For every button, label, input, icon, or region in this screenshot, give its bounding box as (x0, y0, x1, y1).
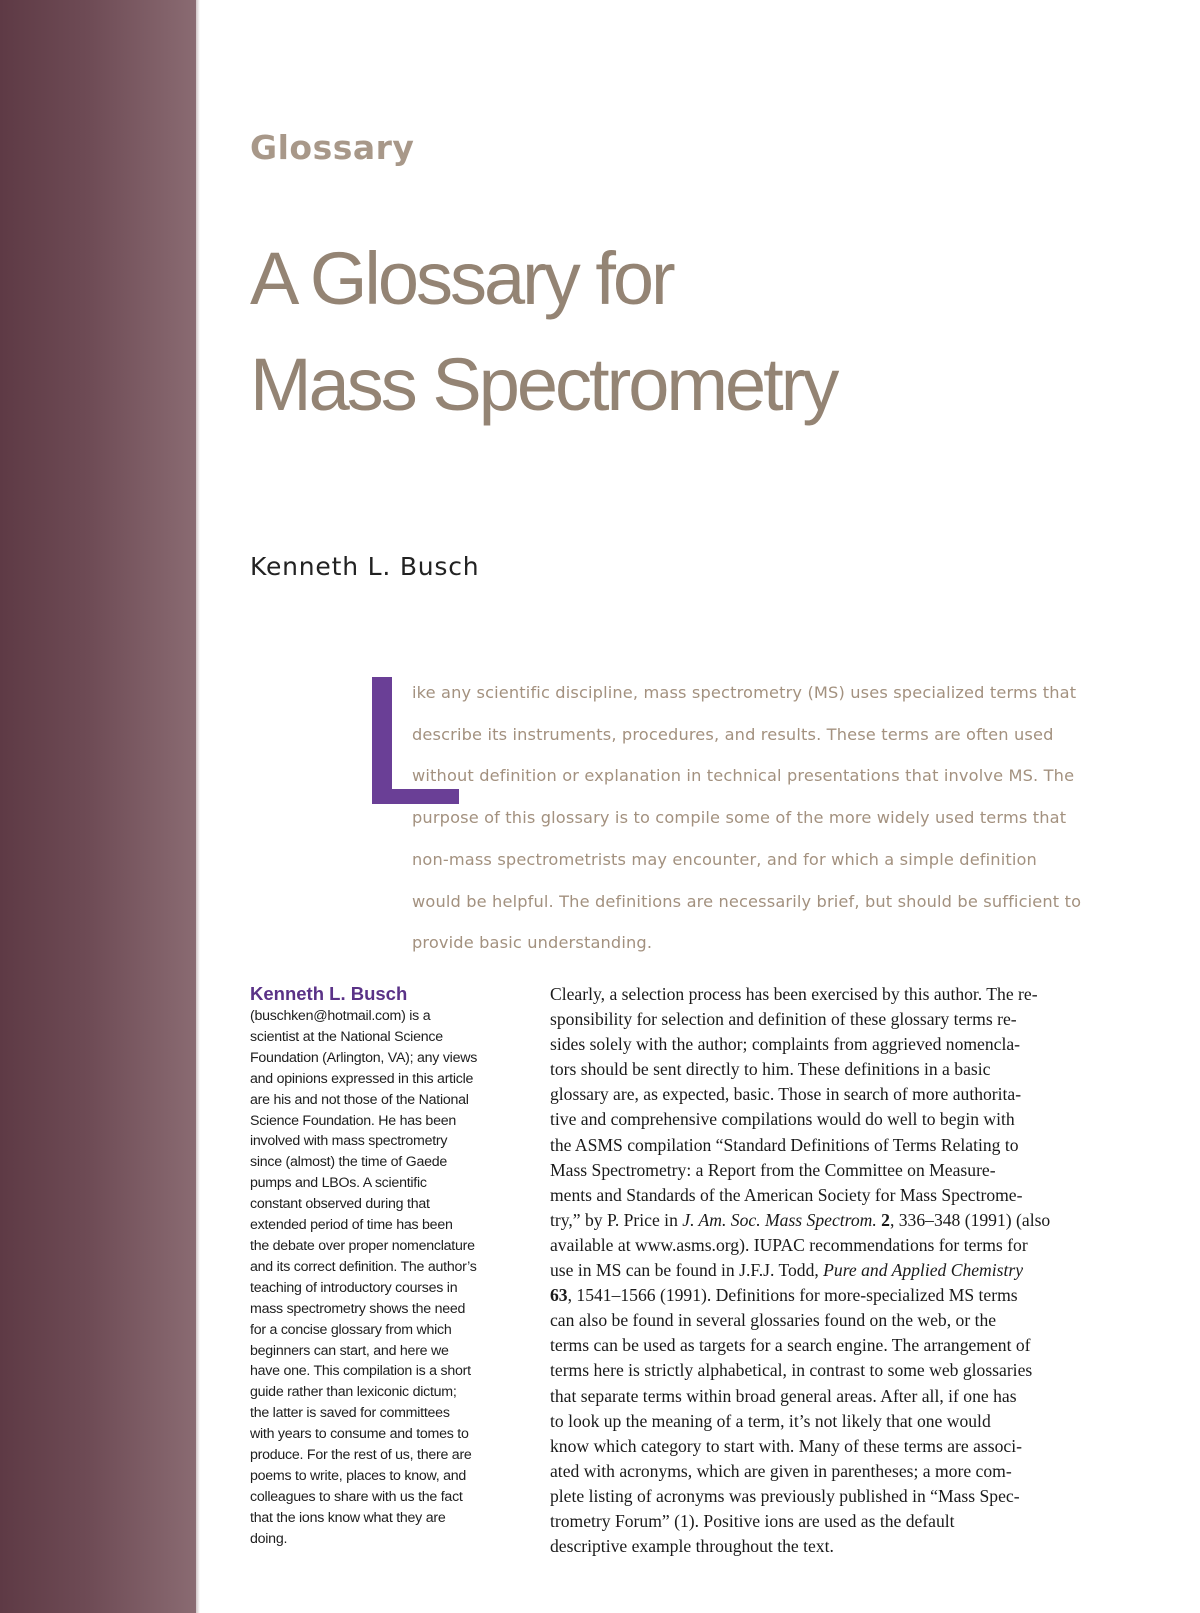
section-label: Glossary (250, 128, 415, 167)
body-line: know which category to start with. Many of these terms are associ- (550, 1435, 1022, 1456)
bio-line: constant observed during that (250, 1196, 430, 1213)
bio-line: involved with mass spectrometry (250, 1133, 448, 1150)
bio-line: scientist at the National Science (250, 1028, 443, 1045)
volume-number: 63 (550, 1285, 568, 1306)
bio-line: that the ions know what they are (250, 1509, 446, 1526)
bio-line: the debate over proper nomenclature (250, 1237, 475, 1254)
body-line: can also be found in several glossaries found on the web, or the (550, 1310, 997, 1331)
intro-line: describe its instruments, procedures, and results. These terms are often used (412, 724, 1054, 744)
bio-line: beginners can start, and here we (250, 1342, 449, 1359)
bio-line: the latter is saved for committees (250, 1405, 450, 1422)
body-line: glossary are, as expected, basic. Those in search of more authorita- (550, 1084, 1022, 1105)
body-line: sponsibility for selection and definition of these glossary terms re- (550, 1009, 1017, 1030)
bio-line: for a concise glossary from which (250, 1321, 452, 1338)
bio-line: mass spectrometry shows the need (250, 1300, 466, 1317)
intro-line: would be helpful. The definitions are necessarily brief, but should be sufficient to (412, 891, 1082, 911)
journal-citation: Pure and Applied Chemistry (823, 1260, 1024, 1281)
body-line: that separate terms within broad general areas. After all, if one has (550, 1385, 1017, 1406)
bio-author-name: Kenneth L. Busch (250, 983, 408, 1004)
body-line: plete listing of acronyms was previously published in “Mass Spec- (550, 1485, 1020, 1506)
body-text: , 336–348 (1991) (also (889, 1209, 1051, 1230)
bio-line: are his and not those of the National (250, 1091, 469, 1108)
bio-line: guide rather than lexiconic dictum; (250, 1384, 457, 1401)
intro-paragraph (412, 672, 1112, 964)
drop-cap-stem (372, 677, 392, 804)
body-text: try,” by P. Price in (550, 1209, 683, 1230)
bio-text (250, 1006, 520, 1550)
body-line (550, 1258, 1130, 1283)
bio-line: (buschken@hotmail.com) is a (250, 1008, 431, 1024)
bio-line: with years to consume and tomes to (250, 1426, 469, 1443)
bio-line: Science Foundation. He has been (250, 1112, 456, 1129)
decorative-side-band (0, 0, 196, 1613)
bio-line: pumps and LBOs. A scientific (250, 1175, 427, 1192)
body-line: available at www.asms.org). IUPAC recommendations for terms for (550, 1234, 1028, 1255)
body-line: ated with acronyms, which are given in parentheses; a more com- (550, 1460, 1012, 1481)
body-line: trometry Forum” (1). Positive ions are used as the default (550, 1510, 955, 1531)
journal-citation: J. Am. Soc. Mass Spectrom. (682, 1209, 877, 1230)
body-line (550, 1208, 1130, 1233)
bio-line: doing. (250, 1530, 288, 1547)
body-line (550, 1283, 1130, 1308)
body-line: ments and Standards of the American Society for Mass Spectrome- (550, 1184, 1023, 1205)
body-line: the ASMS compilation “Standard Definitions of Terms Relating to (550, 1134, 1019, 1155)
intro-line: ike any scientific discipline, mass spectrometry (MS) uses specialized terms that (412, 683, 1077, 702)
author-bio (250, 982, 520, 1550)
body-text: use in MS can be found in J.F.J. Todd, (550, 1260, 824, 1281)
bio-line: extended period of time has been (250, 1217, 453, 1234)
bio-line: have one. This compilation is a short (250, 1363, 471, 1380)
body-line: descriptive example throughout the text. (550, 1536, 834, 1557)
body-text: , 1541–1566 (1991). Definitions for more-specialized MS terms (567, 1285, 1018, 1306)
bio-line: teaching of introductory courses in (250, 1279, 458, 1296)
title-line-1: A Glossary for (250, 237, 673, 320)
bio-line: since (almost) the time of Gaede (250, 1154, 448, 1171)
body-line: to look up the meaning of a term, it’s not likely that one would (550, 1410, 991, 1431)
intro-line: non-mass spectrometrists may encounter, and for which a simple definition (412, 849, 1037, 869)
author-byline: Kenneth L. Busch (250, 552, 480, 581)
body-line: tors should be sent directly to him. These definitions in a basic (550, 1059, 991, 1080)
body-line: tive and comprehensive compilations would do well to begin with (550, 1109, 1015, 1130)
body-line: Clearly, a selection process has been exercised by this author. The re- (550, 984, 1038, 1004)
bio-line: poems to write, places to know, and (250, 1467, 467, 1484)
intro-line: purpose of this glossary is to compile some of the more widely used terms that (412, 808, 1067, 828)
intro-line: provide basic understanding. (412, 933, 653, 953)
bio-line: colleagues to share with us the fact (250, 1488, 463, 1505)
bio-line: produce. For the rest of us, there are (250, 1447, 472, 1464)
bio-line: and its correct definition. The author’s (250, 1258, 477, 1275)
intro-line: without definition or explanation in technical presentations that involve MS. The (412, 766, 1075, 786)
body-line: sides solely with the author; complaints from aggrieved nomencla- (550, 1034, 1021, 1055)
title-line-2: Mass Spectrometry (250, 343, 837, 426)
body-paragraph (550, 982, 1130, 1559)
article-title (250, 226, 1150, 438)
body-line: terms can be used as targets for a search engine. The arrangement of (550, 1335, 1031, 1356)
body-line: Mass Spectrometry: a Report from the Committee on Measure- (550, 1159, 996, 1180)
bio-line: Foundation (Arlington, VA); any views (250, 1049, 478, 1066)
volume-number: 2 (881, 1209, 890, 1230)
body-line: terms here is strictly alphabetical, in contrast to some web glossaries (550, 1360, 1033, 1381)
drop-cap-letter (372, 677, 373, 678)
bio-line: and opinions expressed in this article (250, 1070, 474, 1087)
